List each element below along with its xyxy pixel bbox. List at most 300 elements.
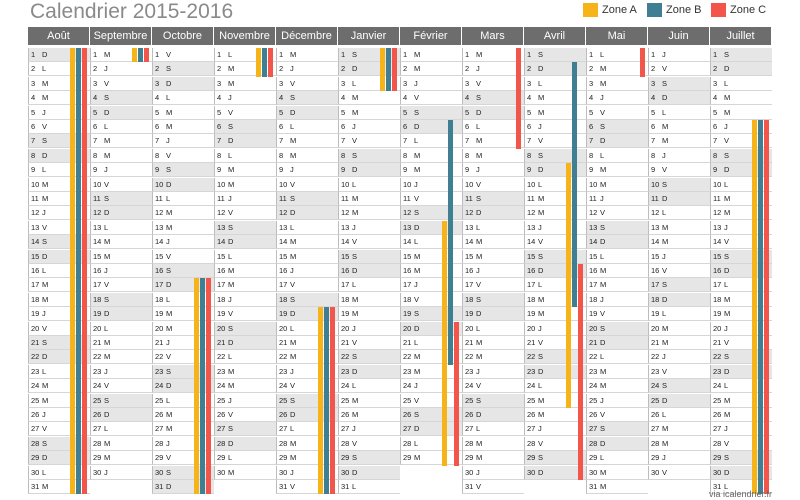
day-cell	[152, 62, 214, 76]
day-letter: D	[724, 366, 730, 376]
day-number: 26	[31, 410, 40, 419]
day-letter: J	[228, 294, 232, 304]
day-cell	[524, 365, 586, 379]
day-letter: M	[352, 395, 359, 405]
day-number: 22	[93, 352, 102, 362]
day-number: 10	[651, 179, 660, 189]
day-cell	[586, 178, 648, 192]
day-number: 8	[31, 150, 36, 160]
day-cell	[648, 350, 710, 364]
day-letter: M	[42, 194, 49, 203]
day-number: 5	[403, 107, 408, 117]
day-number: 21	[279, 338, 288, 347]
day-letter: J	[538, 424, 542, 434]
day-letter: S	[414, 309, 420, 319]
day-cell	[462, 178, 524, 192]
day-cell	[90, 62, 152, 76]
day-number: 30	[341, 467, 350, 477]
day-cell	[214, 178, 276, 192]
day-number: 14	[217, 237, 226, 247]
day-number: 5	[465, 107, 470, 117]
day-letter: D	[538, 64, 544, 74]
day-letter: M	[166, 309, 173, 319]
day-cell	[214, 91, 276, 105]
day-number: 13	[465, 222, 474, 232]
day-number: 22	[651, 352, 660, 362]
day-letter: V	[228, 309, 234, 319]
day-cell	[586, 394, 648, 408]
day-number: 26	[713, 410, 722, 419]
day-letter: J	[290, 366, 294, 376]
day-letter: S	[290, 194, 296, 203]
day-letter: M	[290, 438, 297, 448]
day-number: 11	[155, 194, 163, 203]
day-cell	[214, 221, 276, 235]
day-number: 24	[155, 381, 164, 391]
day-cell	[276, 192, 338, 206]
day-cell	[648, 163, 710, 177]
day-number: 20	[31, 323, 40, 333]
day-letter: M	[290, 352, 297, 362]
day-number: 27	[31, 424, 40, 434]
day-number: 7	[403, 136, 408, 146]
day-letter: D	[42, 251, 48, 261]
day-letter: L	[352, 280, 357, 290]
day-number: 6	[713, 122, 718, 131]
day-letter: S	[476, 194, 482, 203]
day-letter: D	[290, 107, 296, 117]
day-number: 30	[93, 467, 102, 477]
day-number: 15	[589, 251, 598, 261]
day-letter: L	[662, 410, 667, 419]
month-header: Juillet	[710, 27, 772, 45]
day-number: 29	[93, 453, 102, 463]
day-cell	[400, 77, 462, 91]
day-cell	[400, 62, 462, 76]
day-number: 26	[403, 410, 412, 419]
day-cell	[338, 149, 400, 163]
day-letter: M	[290, 453, 297, 463]
day-number: 1	[589, 50, 594, 59]
day-letter: L	[228, 453, 233, 463]
day-letter: J	[414, 280, 418, 290]
day-cell	[214, 106, 276, 120]
day-number: 5	[589, 107, 594, 117]
day-cell	[462, 106, 524, 120]
day-letter: S	[476, 93, 482, 103]
day-number: 8	[589, 150, 594, 160]
day-letter: V	[662, 366, 668, 376]
day-cell	[462, 120, 524, 134]
day-cell	[462, 365, 524, 379]
day-cell	[276, 77, 338, 91]
day-cell	[338, 293, 400, 307]
day-letter: D	[166, 179, 172, 189]
day-number: 9	[527, 165, 532, 175]
day-letter: J	[352, 424, 356, 434]
day-letter: V	[476, 280, 482, 290]
day-number: 2	[651, 64, 656, 74]
day-letter: L	[538, 280, 543, 290]
day-number: 1	[31, 50, 36, 59]
day-number: 5	[31, 107, 36, 117]
day-number: 28	[93, 438, 102, 448]
day-number: 4	[93, 93, 98, 103]
day-letter: S	[228, 222, 234, 232]
day-letter: M	[538, 410, 545, 419]
day-letter: S	[600, 222, 606, 232]
day-number: 2	[31, 64, 36, 74]
day-number: 24	[651, 381, 660, 391]
day-cell	[338, 365, 400, 379]
day-number: 18	[527, 294, 536, 304]
holiday-bar-zone-c	[144, 48, 149, 62]
day-number: 8	[713, 150, 718, 160]
day-cell	[400, 451, 462, 465]
day-number: 29	[465, 453, 474, 463]
day-letter: J	[476, 467, 480, 477]
day-letter: D	[290, 309, 296, 319]
day-letter: M	[42, 280, 49, 290]
day-letter: S	[42, 338, 48, 347]
day-letter: V	[104, 179, 110, 189]
day-letter: S	[538, 50, 544, 59]
day-letter: L	[166, 395, 171, 405]
day-cell	[586, 221, 648, 235]
day-cell	[710, 91, 772, 105]
day-letter: L	[352, 482, 357, 491]
day-number: 13	[651, 222, 660, 232]
day-letter: J	[476, 266, 480, 275]
legend-item-zone-c	[711, 3, 766, 17]
day-cell	[648, 106, 710, 120]
day-letter: S	[600, 323, 606, 333]
day-number: 25	[589, 395, 598, 405]
day-letter: M	[662, 438, 669, 448]
day-cell	[90, 451, 152, 465]
day-number: 4	[217, 93, 222, 103]
day-cell	[276, 106, 338, 120]
day-number: 4	[713, 93, 718, 103]
day-cell	[338, 120, 400, 134]
day-letter: L	[600, 251, 605, 261]
day-letter: M	[600, 482, 607, 491]
legend-item-zone-b	[647, 3, 701, 17]
day-letter: V	[724, 136, 730, 146]
day-letter: M	[600, 165, 607, 175]
day-letter: S	[290, 294, 296, 304]
day-letter: M	[600, 78, 607, 88]
day-letter: M	[104, 438, 111, 448]
day-letter: L	[600, 453, 605, 463]
day-letter: V	[228, 107, 234, 117]
day-cell	[90, 178, 152, 192]
day-number: 10	[279, 179, 288, 189]
day-letter: V	[290, 179, 296, 189]
day-letter: D	[414, 323, 420, 333]
day-number: 2	[279, 64, 284, 74]
day-number: 17	[217, 280, 226, 290]
day-letter: M	[724, 93, 731, 103]
day-number: 2	[465, 64, 470, 74]
day-cell	[524, 437, 586, 451]
day-cell	[276, 293, 338, 307]
day-cell	[214, 394, 276, 408]
day-cell	[648, 77, 710, 91]
day-number: 23	[279, 366, 288, 376]
day-number: 13	[713, 222, 722, 232]
day-cell	[462, 466, 524, 480]
day-number: 20	[589, 323, 598, 333]
day-cell	[152, 206, 214, 220]
day-cell	[462, 394, 524, 408]
day-letter: J	[352, 222, 356, 232]
day-letter: J	[352, 122, 356, 131]
day-number: 20	[651, 323, 660, 333]
day-letter: M	[352, 208, 359, 218]
day-letter: L	[662, 208, 667, 218]
day-cell	[586, 408, 648, 422]
day-cell	[710, 106, 772, 120]
day-number: 1	[217, 50, 222, 59]
day-cell	[214, 336, 276, 350]
day-number: 25	[279, 395, 288, 405]
day-letter: S	[290, 395, 296, 405]
day-cell	[648, 235, 710, 249]
day-letter: M	[228, 467, 235, 477]
holiday-bar-zone-c	[82, 48, 87, 494]
day-letter: M	[538, 208, 545, 218]
day-letter: M	[600, 366, 607, 376]
day-letter: S	[662, 381, 668, 391]
day-letter: L	[414, 237, 419, 247]
day-number: 28	[589, 438, 598, 448]
day-letter: D	[538, 467, 544, 477]
day-cell	[586, 120, 648, 134]
day-cell	[338, 422, 400, 436]
day-number: 19	[217, 309, 226, 319]
day-letter: V	[600, 208, 606, 218]
day-cell	[524, 408, 586, 422]
day-letter: J	[290, 467, 294, 477]
day-letter: M	[228, 266, 235, 275]
day-letter: J	[352, 323, 356, 333]
day-letter: D	[724, 266, 730, 275]
day-letter: D	[538, 366, 544, 376]
day-cell	[462, 192, 524, 206]
day-letter: J	[662, 251, 666, 261]
day-number: 27	[93, 424, 102, 434]
day-number: 14	[93, 237, 102, 247]
day-cell	[462, 91, 524, 105]
day-number: 6	[217, 122, 222, 131]
holiday-bar-zone-b	[572, 62, 577, 307]
month-header: Mars	[462, 27, 524, 45]
day-number: 17	[713, 280, 722, 290]
day-letter: S	[42, 136, 48, 146]
day-cell	[648, 365, 710, 379]
day-cell	[152, 192, 214, 206]
day-letter: S	[166, 366, 172, 376]
day-letter: M	[662, 222, 669, 232]
day-number: 25	[155, 395, 164, 405]
day-number: 12	[651, 208, 660, 218]
day-number: 22	[341, 352, 350, 362]
day-cell	[276, 120, 338, 134]
day-letter: L	[290, 323, 295, 333]
day-number: 12	[217, 208, 226, 218]
day-cell	[524, 466, 586, 480]
day-number: 3	[527, 78, 532, 88]
holiday-bar-zone-b	[386, 48, 391, 91]
day-number: 25	[217, 395, 226, 405]
day-letter: L	[290, 122, 295, 131]
day-cell	[462, 322, 524, 336]
day-number: 1	[403, 50, 408, 59]
day-number: 12	[465, 208, 474, 218]
day-cell	[338, 134, 400, 148]
day-cell	[276, 206, 338, 220]
day-cell	[462, 379, 524, 393]
day-number: 18	[589, 294, 598, 304]
day-number: 19	[465, 309, 474, 319]
day-letter: V	[538, 338, 544, 347]
day-cell	[462, 307, 524, 321]
day-letter: L	[724, 482, 729, 491]
day-letter: V	[290, 78, 296, 88]
day-letter: M	[476, 352, 483, 362]
day-letter: J	[600, 395, 604, 405]
day-cell	[152, 77, 214, 91]
day-cell	[648, 466, 710, 480]
day-number: 21	[713, 338, 722, 347]
day-letter: M	[476, 453, 483, 463]
day-number: 3	[155, 78, 160, 88]
day-number: 6	[93, 122, 98, 131]
day-number: 19	[155, 309, 164, 319]
day-number: 4	[527, 93, 532, 103]
day-number: 16	[403, 266, 412, 275]
holiday-bar-zone-b	[324, 307, 329, 494]
day-number: 30	[651, 467, 660, 477]
day-number: 22	[155, 352, 164, 362]
day-letter: M	[538, 309, 545, 319]
day-letter: M	[538, 395, 545, 405]
day-letter: D	[538, 165, 544, 175]
day-cell	[586, 206, 648, 220]
day-letter: M	[600, 381, 607, 391]
day-cell	[400, 379, 462, 393]
day-cell	[462, 235, 524, 249]
day-number: 19	[713, 309, 722, 319]
day-number: 30	[217, 467, 226, 477]
day-cell	[152, 120, 214, 134]
day-cell	[90, 264, 152, 278]
day-letter: J	[600, 294, 604, 304]
day-number: 12	[713, 208, 722, 218]
month-header: Août	[28, 27, 90, 45]
day-letter: M	[352, 309, 359, 319]
legend-swatch-zone-b	[647, 3, 662, 17]
day-letter: J	[42, 309, 46, 319]
day-number: 12	[341, 208, 350, 218]
day-number: 6	[279, 122, 284, 131]
day-letter: M	[538, 294, 545, 304]
day-cell	[276, 221, 338, 235]
day-number: 23	[217, 366, 226, 376]
day-letter: M	[42, 294, 49, 304]
day-cell	[338, 466, 400, 480]
day-cell	[338, 106, 400, 120]
day-number: 24	[279, 381, 288, 391]
day-cell	[214, 466, 276, 480]
day-number: 22	[217, 352, 226, 362]
day-number: 9	[403, 165, 408, 175]
day-letter: M	[42, 482, 49, 491]
day-letter: J	[724, 122, 728, 131]
day-letter: V	[600, 107, 606, 117]
day-cell	[648, 149, 710, 163]
day-number: 19	[279, 309, 288, 319]
day-number: 7	[527, 136, 532, 146]
day-cell	[338, 163, 400, 177]
day-cell	[338, 336, 400, 350]
day-number: 9	[589, 165, 594, 175]
day-letter: M	[166, 107, 173, 117]
day-letter: D	[476, 107, 482, 117]
day-letter: S	[228, 323, 234, 333]
day-number: 30	[713, 467, 722, 477]
day-letter: M	[290, 338, 297, 347]
day-cell	[400, 48, 462, 62]
day-number: 6	[527, 122, 532, 131]
day-letter: M	[414, 150, 421, 160]
holiday-bar-zone-c	[578, 264, 583, 480]
day-number: 12	[155, 208, 164, 218]
day-cell	[276, 48, 338, 62]
day-number: 9	[279, 165, 284, 175]
legend-label-zone-b: Zone B	[666, 4, 702, 16]
day-letter: M	[600, 280, 607, 290]
day-number: 4	[403, 93, 408, 103]
day-number: 21	[403, 338, 412, 347]
day-number: 17	[279, 280, 288, 290]
day-letter: V	[414, 294, 420, 304]
day-letter: M	[414, 251, 421, 261]
day-number: 28	[217, 438, 226, 448]
day-number: 11	[279, 194, 287, 203]
day-number: 31	[465, 482, 474, 491]
day-cell	[586, 422, 648, 436]
day-letter: D	[600, 136, 606, 146]
day-number: 19	[527, 309, 536, 319]
day-cell	[90, 278, 152, 292]
day-cell	[152, 221, 214, 235]
day-letter: M	[166, 323, 173, 333]
day-letter: M	[476, 438, 483, 448]
day-cell	[152, 149, 214, 163]
day-number: 29	[713, 453, 722, 463]
day-cell	[648, 278, 710, 292]
day-number: 10	[93, 179, 102, 189]
day-letter: J	[414, 381, 418, 391]
day-letter: S	[166, 165, 172, 175]
day-letter: S	[166, 266, 172, 275]
day-number: 26	[93, 410, 102, 419]
day-letter: S	[476, 395, 482, 405]
day-letter: M	[414, 366, 421, 376]
day-number: 15	[651, 251, 660, 261]
